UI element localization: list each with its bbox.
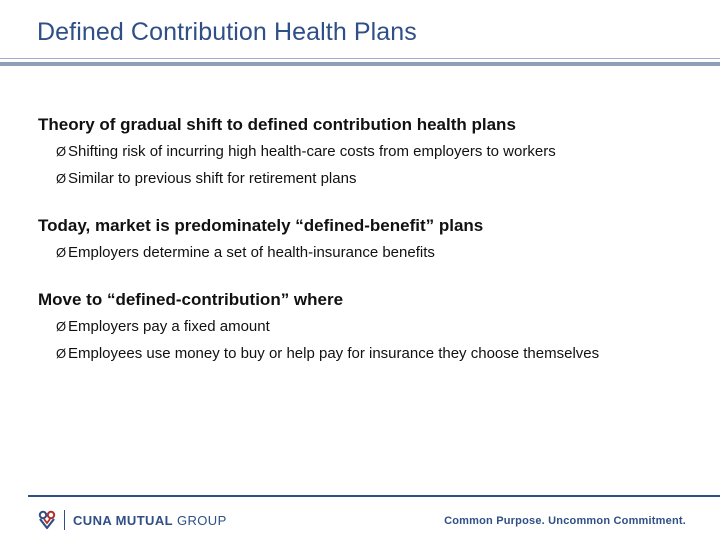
bullet-item [38, 344, 653, 364]
arrow-bullet-icon: Ø [56, 245, 67, 260]
arrow-bullet-icon: Ø [56, 171, 67, 186]
bullet-text: Similar to previous shift for retirement plans [68, 170, 357, 187]
bullet-list [38, 243, 698, 263]
bullet-list [38, 317, 698, 364]
footer-divider [28, 495, 720, 497]
section-heading: Today, market is predominately “defined-benefit” plans [38, 216, 484, 235]
bullet-item [38, 317, 653, 337]
section-defined-contribution [38, 289, 698, 364]
footer-tagline: Common Purpose. Uncommon Commitment. [444, 515, 686, 527]
cuna-mutual-logo-icon [36, 509, 58, 531]
brand-bold: CUNA MUTUAL [73, 512, 173, 528]
slide-content [38, 114, 698, 371]
brand-light: GROUP [172, 512, 227, 528]
bullet-text: Shifting risk of incurring high health-care costs from employers to workers [68, 143, 556, 160]
bullet-text: Employers determine a set of health-insurance benefits [68, 244, 435, 261]
slide-title: Defined Contribution Health Plans [37, 18, 417, 46]
section-heading: Move to “defined-contribution” where [38, 290, 344, 309]
brand-name [73, 513, 227, 528]
arrow-bullet-icon: Ø [56, 144, 67, 159]
section-heading: Theory of gradual shift to defined contribution health plans [38, 115, 516, 134]
bullet-text: Employers pay a fixed amount [68, 318, 270, 335]
bullet-item [38, 142, 653, 162]
bullet-list [38, 142, 698, 189]
title-divider-thin [0, 58, 720, 59]
section-shift-theory [38, 114, 698, 189]
bullet-item [38, 169, 653, 189]
section-defined-benefit [38, 215, 698, 263]
bullet-item [38, 243, 653, 263]
arrow-bullet-icon: Ø [56, 346, 67, 361]
bullet-text: Employees use money to buy or help pay for insurance they choose themselves [68, 345, 600, 362]
arrow-bullet-icon: Ø [56, 319, 67, 334]
cuna-mutual-logo [36, 507, 227, 533]
logo-separator [64, 510, 65, 530]
title-divider-thick [0, 62, 720, 66]
